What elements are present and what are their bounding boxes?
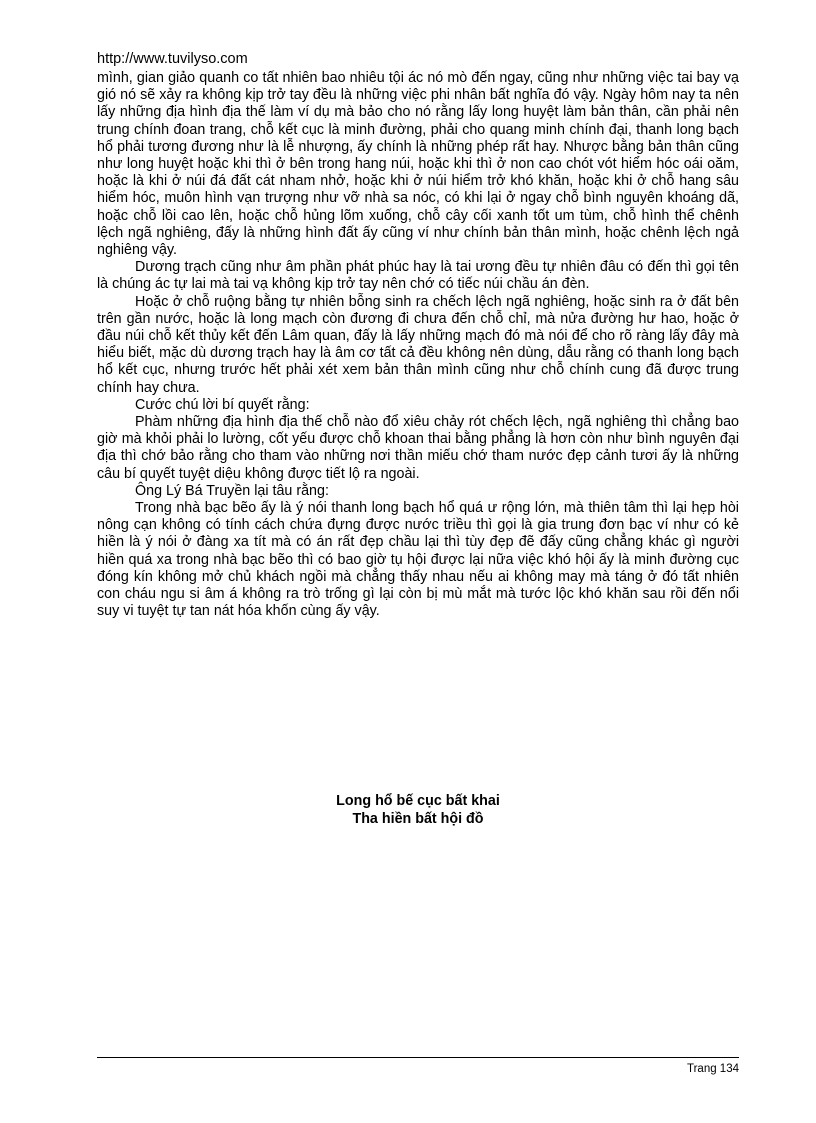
body-paragraph: Trong nhà bạc bẽo ấy là ý nói thanh long bạch hổ quá ư rộng lớn, mà thiên tâm thì lại hẹp hòi nông cạn không có tính cách chứa đựng được nước triều thì gọi là gia trung đơn bạc ví như có kẻ hiền là ý nói ở đàng xa tít mà có án rất đẹp chầu lại thì tùy đẹp đẽ đấy cũng chẳng khác gì người hiền quá xa trong nhà bạc bẽo thì có bao giờ tụ hội được lại nữa việc khó hội ấy là minh đường cục đóng kín không mở chủ khách ngồi mà chẳng thấy nhau nếu ai không may mà táng ở đó tất nhiên con cháu ngu si âm á không ra trò trống gì lại còn bị mù mắt mà tước lộc khó khăn sau rồi đến nổi suy vi tuyệt tự tan nát hóa khốn cùng ấy vậy.: [97, 500, 739, 620]
body-paragraph: Phàm những địa hình địa thế chỗ nào đổ xiêu chảy rót chếch lệch, ngã nghiêng thì chẳng bao giờ mà khỏi phải lo lường, cốt yếu được chỗ khoan thai bằng phẳng là hơn còn như bình nguyên đại địa thì chớ bảo rằng cho tham vào những nơi thần miếu chớ tham nước đẹp cảnh tươi ấy là những câu bí quyết tuyệt diệu không được tiết lộ ra ngoài.: [97, 414, 739, 482]
page-number: Trang 134: [687, 1063, 739, 1075]
section-heading: Long hổ bế cục bất khai: [336, 793, 500, 809]
document-body: [97, 70, 739, 621]
body-paragraph: Hoặc ở chỗ ruộng bằng tự nhiên bỗng sinh ra chếch lệch ngã nghiêng, hoặc sinh ra ở đất bên trên gần nước, hoặc là long mạch còn đương đi chưa đến chỗ chỉ, mà nửa đường hư hao, hoặc ở đầu núi chỗ kết thủy kết đến Lâm quan, đấy là lấy những mạch đó mà nói để cho rõ ràng lấy đây mà hiểu biết, mặc dù dương trạch hay là âm cơ tất cả đều không nên dùng, dẫu rằng có thanh long bạch hổ kết cục, nhưng trước hết phải xét xem bản thân mình cũng như chỗ chính cung đã được trung chính hay chưa.: [97, 293, 739, 396]
section-heading: Tha hiền bất hội đồ: [352, 810, 484, 827]
body-paragraph: Cước chú lời bí quyết rằng:: [135, 396, 310, 413]
body-paragraph: Ông Lý Bá Truyền lại tâu rằng:: [135, 482, 329, 499]
header-url: http://www.tuvilyso.com: [97, 51, 248, 67]
footer-divider: [97, 1057, 739, 1058]
section-headings: [97, 793, 739, 828]
body-paragraph: mình, gian giảo quanh co tất nhiên bao nhiêu tội ác nó mò đến ngay, cũng như những việc tai bay vạ gió nó sẽ xảy ra không kịp trở tay đều là những việc phi nhân bất nghĩa đó vậy. Ngày hôm nay ta nên lấy những địa hình địa thế làm ví dụ mà bảo cho nó rằng lấy long huyệt làm bản thân, cần phải nên trung chính đoan trang, chỗ kết cục là minh đường, phải cho quang minh chính đại, thanh long bạch hổ phải tương đương như là lễ nhượng, ấy chính là những phép rất hay. Nhược bằng bản thân cũng như long huyệt hoặc khi thì ở bên trong hang núi, hoặc khi thì ở non cao chót vót hiểm hóc oái oăm, hoặc là khi ở núi đá đất cát nham nhở, hoặc khi ở núi hiểm trở khó khăn, hoặc khi ở chỗ hang sâu hiểm hóc, muôn hình vạn trượng như vỡ nhà sa nóc, có khi lại ở ngay chỗ bình nguyên khoáng dã, hoặc chỗ lồi cao lên, hoặc chỗ hủng lõm xuống, chỗ cây cối xanh tốt um tùm, chỗ hình thể chênh lệch ngã nghiêng, đấy là những hình đất ấy cũng ví như chính bản thân mình, hoặc chênh lệch ngả nghiêng vậy.: [97, 70, 739, 259]
body-paragraph: Dương trạch cũng như âm phần phát phúc hay là tai ương đều tự nhiên đâu có đến thì gọi tên là chúng ác tự lai mà tai vạ không kịp trở tay nên chớ có tiếc núi chầu án đèn.: [97, 259, 739, 293]
